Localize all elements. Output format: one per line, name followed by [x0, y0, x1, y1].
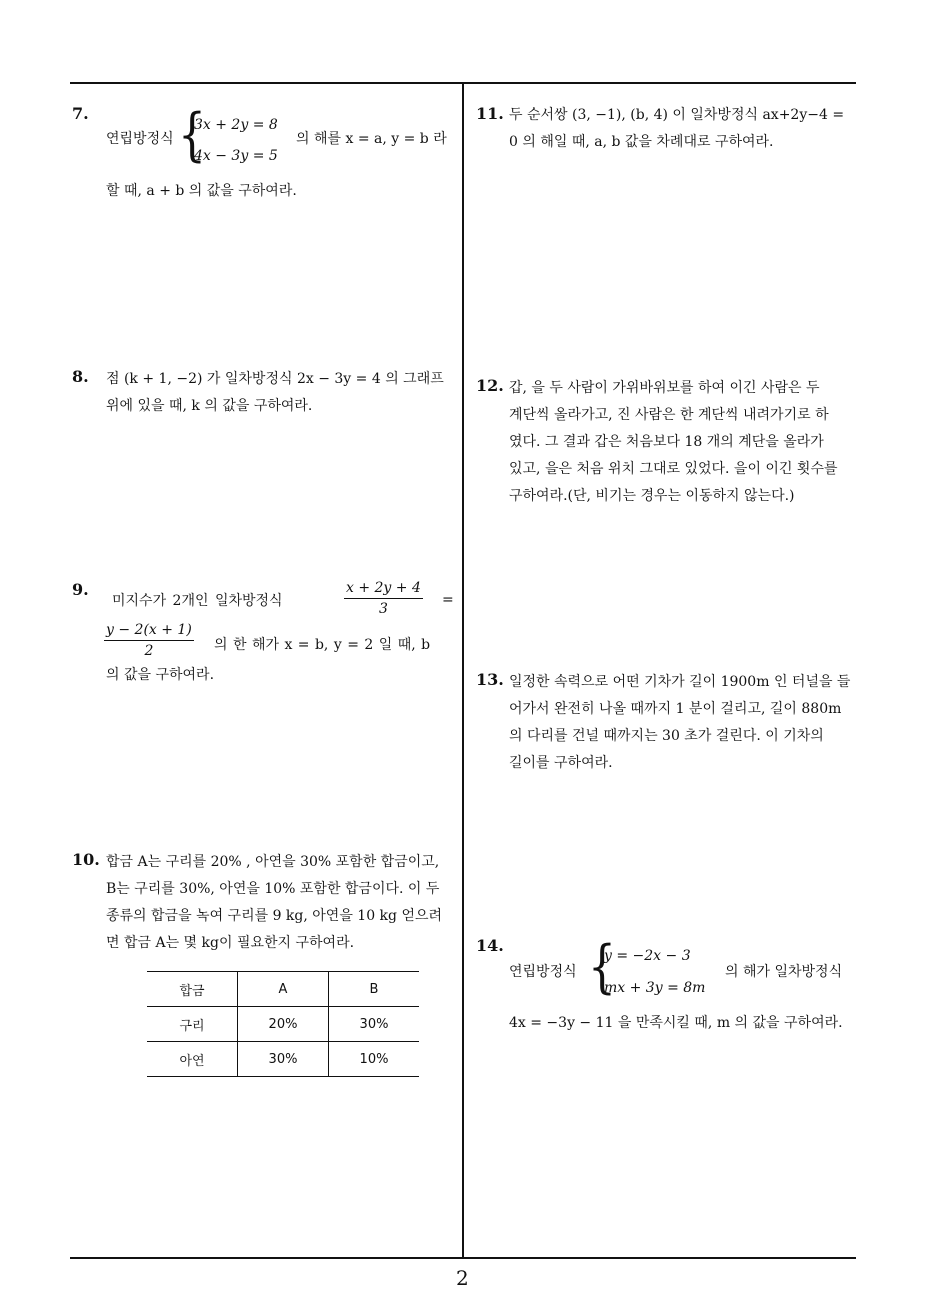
question-text-line: 갑, 을 두 사람이 가위바위보를 하여 이긴 사람은 두 — [509, 380, 820, 396]
question-text: 의 해가 일차방정식 — [725, 964, 843, 980]
question-text-line: 두 순서쌍 (3, −1), (b, 4) 이 일차방정식 ax+2y−4 = — [509, 107, 845, 123]
system-label: 연립방정식 — [106, 131, 174, 147]
left-brace: { — [178, 102, 206, 169]
table-cell: 30% — [238, 1042, 329, 1077]
question-text-line: 길이를 구하여라. — [509, 755, 613, 771]
question-number: 7. — [72, 104, 89, 123]
table-header: A — [238, 972, 329, 1007]
table-cell: 구리 — [147, 1007, 238, 1042]
table-header-row — [147, 972, 419, 1007]
question-text-line: 계단씩 올라가고, 진 사람은 한 계단씩 내려가기로 하 — [509, 407, 829, 423]
fraction-2 — [104, 622, 194, 659]
question-text-line: 의 다리를 건널 때까지는 30 초가 걸린다. 이 기차의 — [509, 728, 824, 744]
fraction-numerator: x + 2y + 4 — [344, 580, 423, 599]
question-number: 10. — [72, 850, 100, 869]
question-text-line: 종류의 합금을 녹여 구리를 9 kg, 아연을 10 kg 얻으려 — [106, 908, 443, 924]
question-number: 14. — [476, 936, 504, 955]
question-text-line: 의 값을 구하여라. — [106, 667, 215, 683]
question-text-line: 면 합금 A는 몇 kg이 필요한지 구하여라. — [106, 935, 355, 951]
equation-1: y = −2x − 3 — [604, 948, 691, 964]
equation-2: mx + 3y = 8m — [604, 980, 706, 996]
question-text-line: 점 (k + 1, −2) 가 일차방정식 2x − 3y = 4 의 그래프 — [106, 371, 444, 387]
equation-1: 3x + 2y = 8 — [194, 117, 278, 133]
question-text-line: 할 때, a + b 의 값을 구하여라. — [106, 183, 297, 199]
equals-sign: = — [442, 592, 454, 608]
table-row — [147, 1042, 419, 1077]
question-text-line: 위에 있을 때, k 의 값을 구하여라. — [106, 398, 313, 414]
question-text-line: B는 구리를 30%, 아연을 10% 포함한 합금이다. 이 두 — [106, 881, 440, 897]
question-text-line: 였다. 그 결과 갑은 처음보다 18 개의 계단을 올라가 — [509, 434, 824, 450]
question-text-line: 있고, 을은 처음 위치 그대로 있었다. 을이 이긴 횟수를 — [509, 461, 838, 477]
table-cell: 20% — [238, 1007, 329, 1042]
alloy-table — [147, 971, 419, 1077]
question-text-line: 합금 A는 구리를 20% , 아연을 30% 포함한 합금이고, — [106, 854, 440, 870]
table-cell: 아연 — [147, 1042, 238, 1077]
question-text-line: 0 의 해일 때, a, b 값을 차례대로 구하여라. — [509, 134, 774, 150]
page-number: 2 — [456, 1266, 469, 1290]
table-header: 합금 — [147, 972, 238, 1007]
fraction-denominator: 3 — [378, 601, 388, 617]
question-number: 11. — [476, 104, 504, 123]
question-text: 의 해를 x = a, y = b 라 — [296, 131, 447, 147]
question-text-line: 일정한 속력으로 어떤 기차가 길이 1900m 인 터널을 들 — [509, 674, 851, 690]
system-label: 연립방정식 — [509, 964, 577, 980]
question-number: 9. — [72, 580, 89, 599]
question-text-line: 4x = −3y − 11 을 만족시킬 때, m 의 값을 구하여라. — [509, 1015, 843, 1031]
table-header: B — [329, 972, 420, 1007]
fraction-1 — [344, 580, 423, 617]
bottom-rule — [70, 1257, 856, 1259]
equation-2: 4x − 3y = 5 — [194, 148, 278, 164]
column-divider — [462, 82, 464, 1258]
table-cell: 30% — [329, 1007, 420, 1042]
question-number: 13. — [476, 670, 504, 689]
left-brace: { — [588, 934, 616, 1001]
question-number: 12. — [476, 376, 504, 395]
table-cell: 10% — [329, 1042, 420, 1077]
question-number: 8. — [72, 367, 89, 386]
question-text: 미지수가 2개인 일차방정식 — [112, 593, 283, 609]
table-row — [147, 1007, 419, 1042]
question-text-line: 구하여라.(단, 비기는 경우는 이동하지 않는다.) — [509, 488, 795, 504]
question-text: 의 한 해가 x = b, y = 2 일 때, b — [214, 637, 431, 653]
question-text-line: 어가서 완전히 나올 때까지 1 분이 걸리고, 길이 880m — [509, 701, 842, 717]
fraction-denominator: 2 — [144, 643, 154, 659]
fraction-numerator: y − 2(x + 1) — [104, 622, 194, 641]
